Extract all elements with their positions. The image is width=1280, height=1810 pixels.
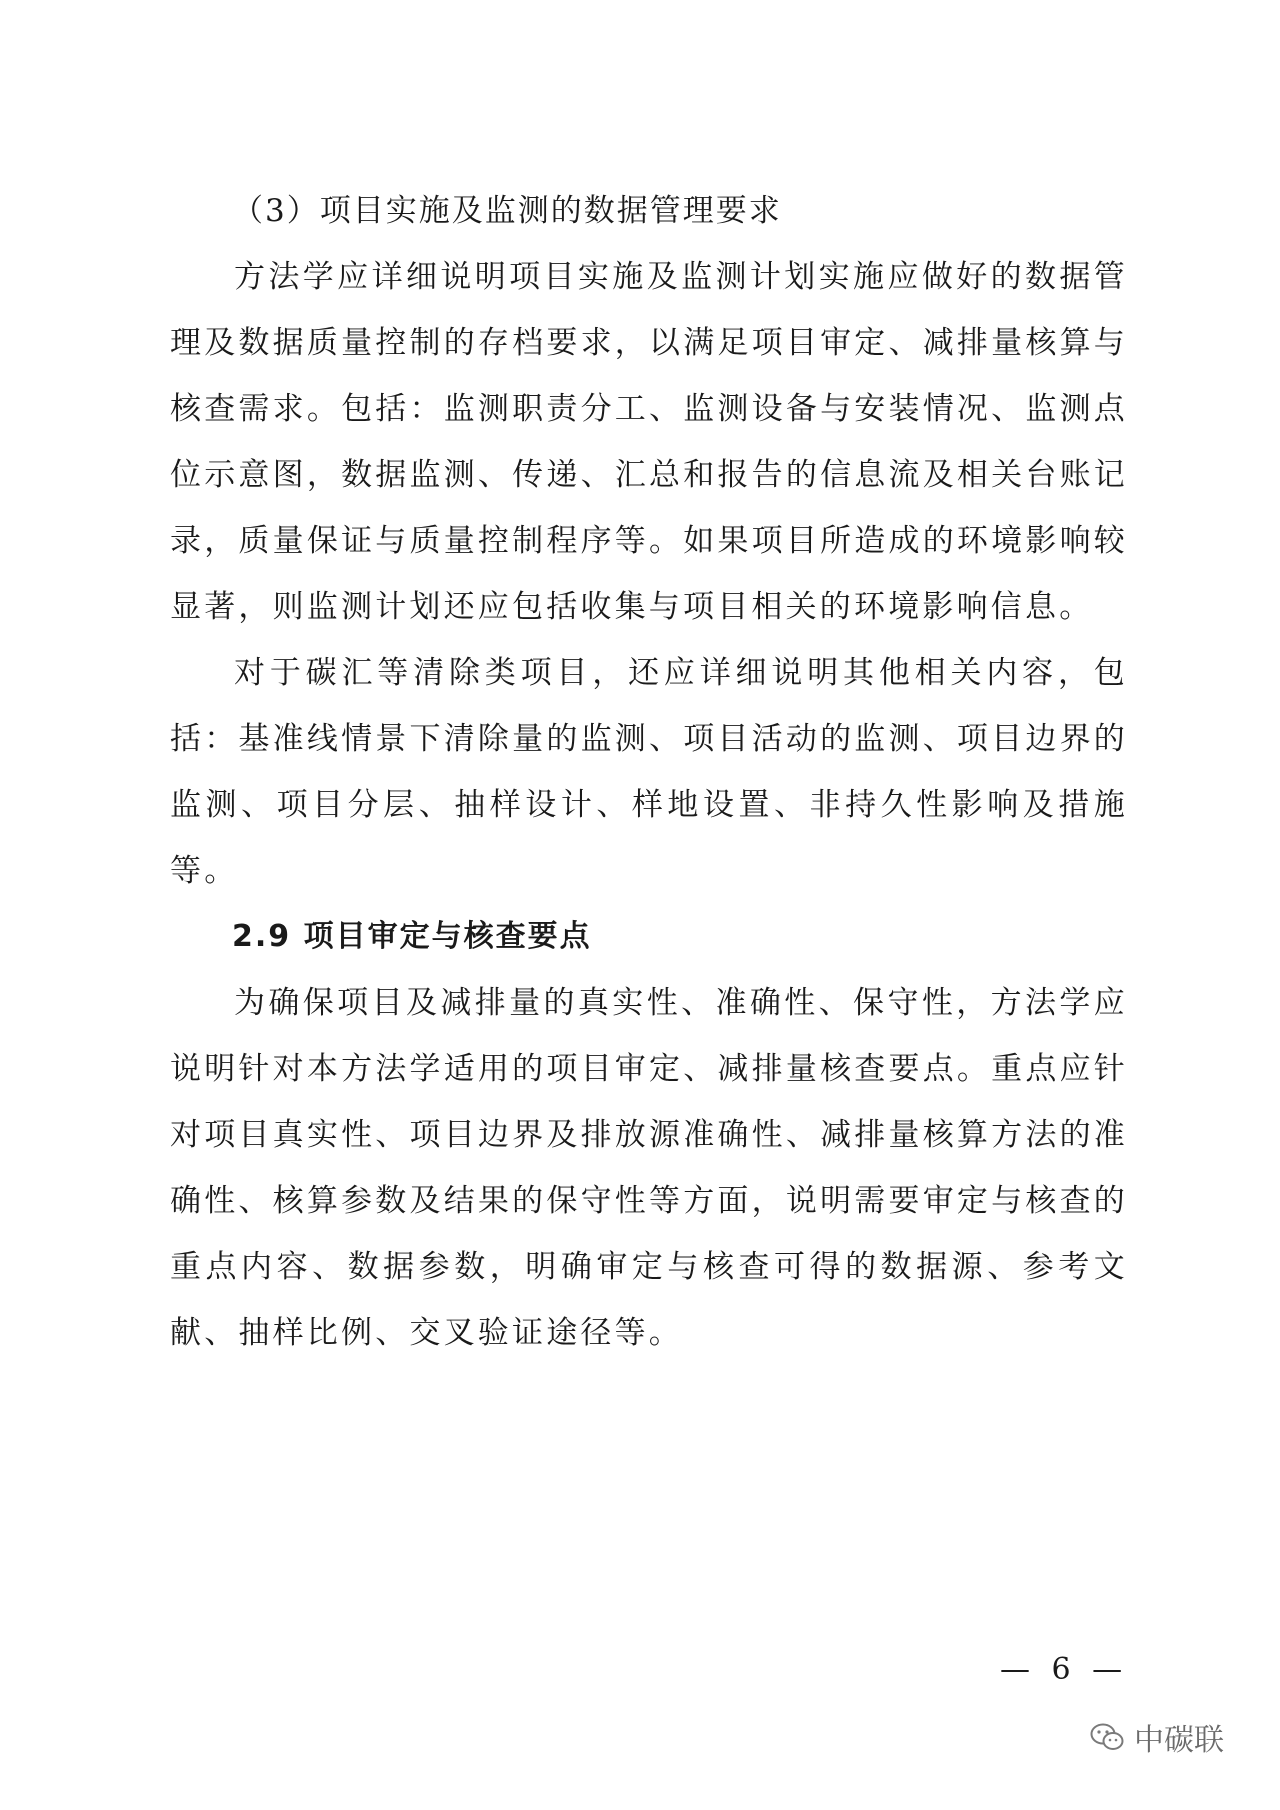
watermark bbox=[1090, 1715, 1224, 1759]
section-3-paragraph-1: 方法学应详细说明项目实施及监测计划实施应做好的数据管理及数据质量控制的存档要求，以满足项目审定、减排量核算与核查需求。包括：监测职责分工、监测设备与安装情况、监测点位示意图，数据监测、传递、汇总和报告的信息流及相关台账记录，质量保证与质量控制程序等。如果项目所造成的环境影响较显著，则监测计划还应包括收集与项目相关的环境影响信息。 bbox=[170, 259, 1128, 625]
section-3-paragraph-2: 对于碳汇等清除类项目，还应详细说明其他相关内容，包括：基准线情景下清除量的监测、项目活动的监测、项目边界的监测、项目分层、抽样设计、样地设置、非持久性影响及措施等。 bbox=[170, 655, 1128, 889]
wechat-icon bbox=[1090, 1722, 1124, 1752]
page-number: — 6 — bbox=[1000, 1652, 1129, 1687]
section-2-9-paragraph: 为确保项目及减排量的真实性、准确性、保守性，方法学应说明针对本方法学适用的项目审定、减排量核查要点。重点应针对项目真实性、项目边界及排放源准确性、减排量核算方法的准确性、核算参数及结果的保守性等方面，说明需要审定与核查的重点内容、数据参数，明确审定与核查可得的数据源、参考文献、抽样比例、交叉验证途径等。 bbox=[170, 985, 1128, 1351]
section-3-heading: （3）项目实施及监测的数据管理要求 bbox=[232, 193, 782, 229]
section-2-9-heading: 2.9 项目审定与核查要点 bbox=[232, 919, 592, 954]
document-body bbox=[170, 178, 1128, 1366]
watermark-text: 中碳联 bbox=[1134, 1723, 1224, 1758]
